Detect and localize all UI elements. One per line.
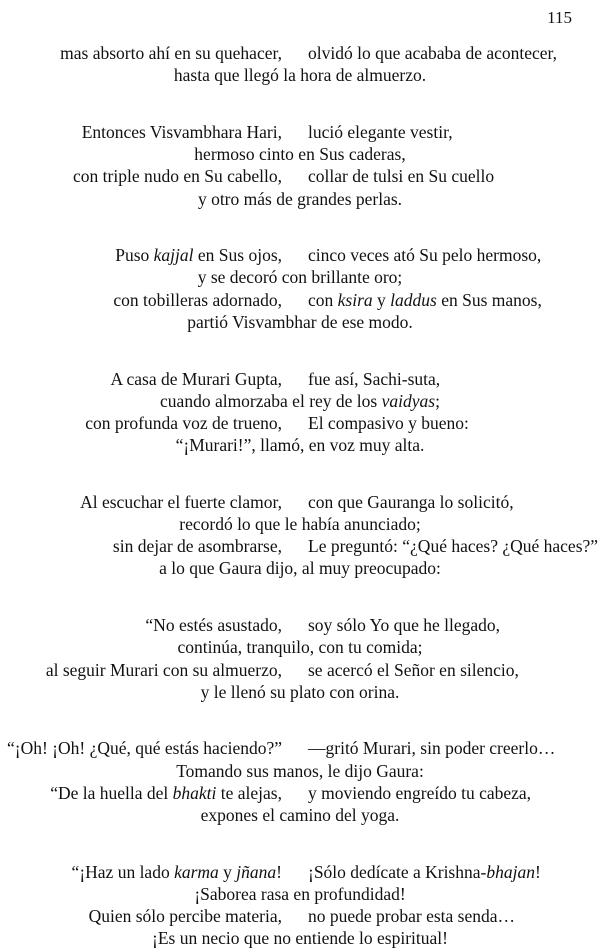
verse-line-centered: expones el camino del yoga.: [200, 805, 400, 825]
poem-line: [0, 681, 600, 703]
verse-half-right: se acercó el Señor en silencio,: [308, 659, 519, 680]
verse-line-centered: cuando almorzaba el rey de los vaidyas;: [160, 390, 440, 411]
poem-line: [0, 804, 600, 826]
poem-line: [0, 311, 600, 333]
verse-half-left: Puso kajjal en Sus ojos,: [115, 245, 282, 266]
verse-half-left: sin dejar de asombrarse,: [112, 536, 282, 557]
verse-half-right: —gritó Murari, sin poder creerlo…: [308, 738, 556, 759]
verse-line-centered: partió Visvambhar de ese modo.: [187, 311, 413, 332]
verse-half-right: cinco veces ató Su pelo hermoso,: [308, 245, 542, 266]
poem-line: [0, 390, 600, 412]
verse-half-right: olvidó lo que acababa de acontecer,: [308, 43, 558, 63]
verse-half-left: Al escuchar el fuerte clamor,: [80, 491, 282, 512]
verse-half-left: con tobilleras adornado,: [113, 289, 282, 310]
verse-half-left: mas absorto ahí en su quehacer,: [60, 43, 282, 63]
verse-half-left: con profunda voz de trueno,: [85, 412, 282, 433]
verse-half-right: collar de tulsi en Su cuello: [308, 166, 495, 187]
verse-half-right: fue así, Sachi-suta,: [308, 368, 441, 389]
poem-line: [0, 434, 600, 456]
verse-half-left: con triple nudo en Su cabello,: [73, 166, 282, 187]
verse-half-right: El compasivo y bueno:: [308, 412, 469, 433]
verse-line-centered: “¡Murari!”, llamó, en voz muy alta.: [175, 435, 425, 456]
verse-half-left: Quien sólo percibe materia,: [88, 906, 282, 927]
verse-half-left: “¡Oh! ¡Oh! ¿Qué, qué estás haciendo?”: [6, 738, 282, 759]
poem-line: [0, 636, 600, 658]
verse-line-centered: a lo que Gaura dijo, al muy preocupado:: [159, 558, 441, 579]
verse-line-centered: y otro más de grandes perlas.: [197, 188, 403, 209]
verse-line-centered: continúa, tranquilo, con tu comida;: [177, 637, 423, 658]
page-number: 115: [547, 8, 572, 27]
poem-line: [0, 266, 600, 288]
poem-line: [0, 927, 600, 949]
verse-line-centered: hermoso cinto en Sus caderas,: [194, 144, 406, 165]
poem-line: [0, 64, 600, 86]
verse-half-left: A casa de Murari Gupta,: [110, 368, 282, 389]
verse-line-centered: ¡Saborea rasa en profundidad!: [194, 883, 406, 904]
verse-half-right: con que Gauranga lo solicitó,: [308, 491, 514, 512]
poem-line: [0, 143, 600, 165]
verse-half-left: “De la huella del bhakti te alejas,: [50, 782, 282, 803]
verse-line-centered: y le llenó su plato con orina.: [200, 681, 400, 702]
verse-half-left: “No estés asustado,: [145, 615, 282, 636]
verse-half-right: y moviendo engreído tu cabeza,: [308, 782, 532, 803]
verse-half-right: soy sólo Yo que he llegado,: [308, 615, 501, 636]
verse-half-right: Le preguntó: “¿Qué haces? ¿Qué haces?”: [308, 536, 599, 557]
poem-line: [0, 513, 600, 535]
verse-half-right: ¡Sólo dedícate a Krishna-bhajan!: [308, 861, 541, 882]
verse-line-centered: hasta que llegó la hora de almuerzo.: [173, 65, 427, 86]
verse-line-centered: ¡Es un necio que no entiende lo espiritual!: [152, 928, 448, 949]
poem-line: [0, 188, 600, 210]
verse-half-right: con ksira y laddus en Sus manos,: [308, 289, 542, 310]
poem-line: [0, 760, 600, 782]
verse-half-left: “¡Haz un lado karma y jñana!: [71, 861, 282, 882]
verse-half-right: no puede probar esta senda…: [308, 906, 516, 927]
verse-half-left: al seguir Murari con su almuerzo,: [45, 659, 282, 680]
verse-line-centered: recordó lo que le había anunciado;: [179, 514, 421, 534]
verse-line-centered: Tomando sus manos, le dijo Gaura:: [176, 760, 424, 781]
verse-line-centered: y se decoró con brillante oro;: [197, 267, 403, 288]
poem-line: [0, 883, 600, 905]
poem-line: [0, 557, 600, 579]
verse-half-left: Entonces Visvambhara Hari,: [81, 121, 282, 142]
verse-half-right: lució elegante vestir,: [308, 121, 453, 142]
